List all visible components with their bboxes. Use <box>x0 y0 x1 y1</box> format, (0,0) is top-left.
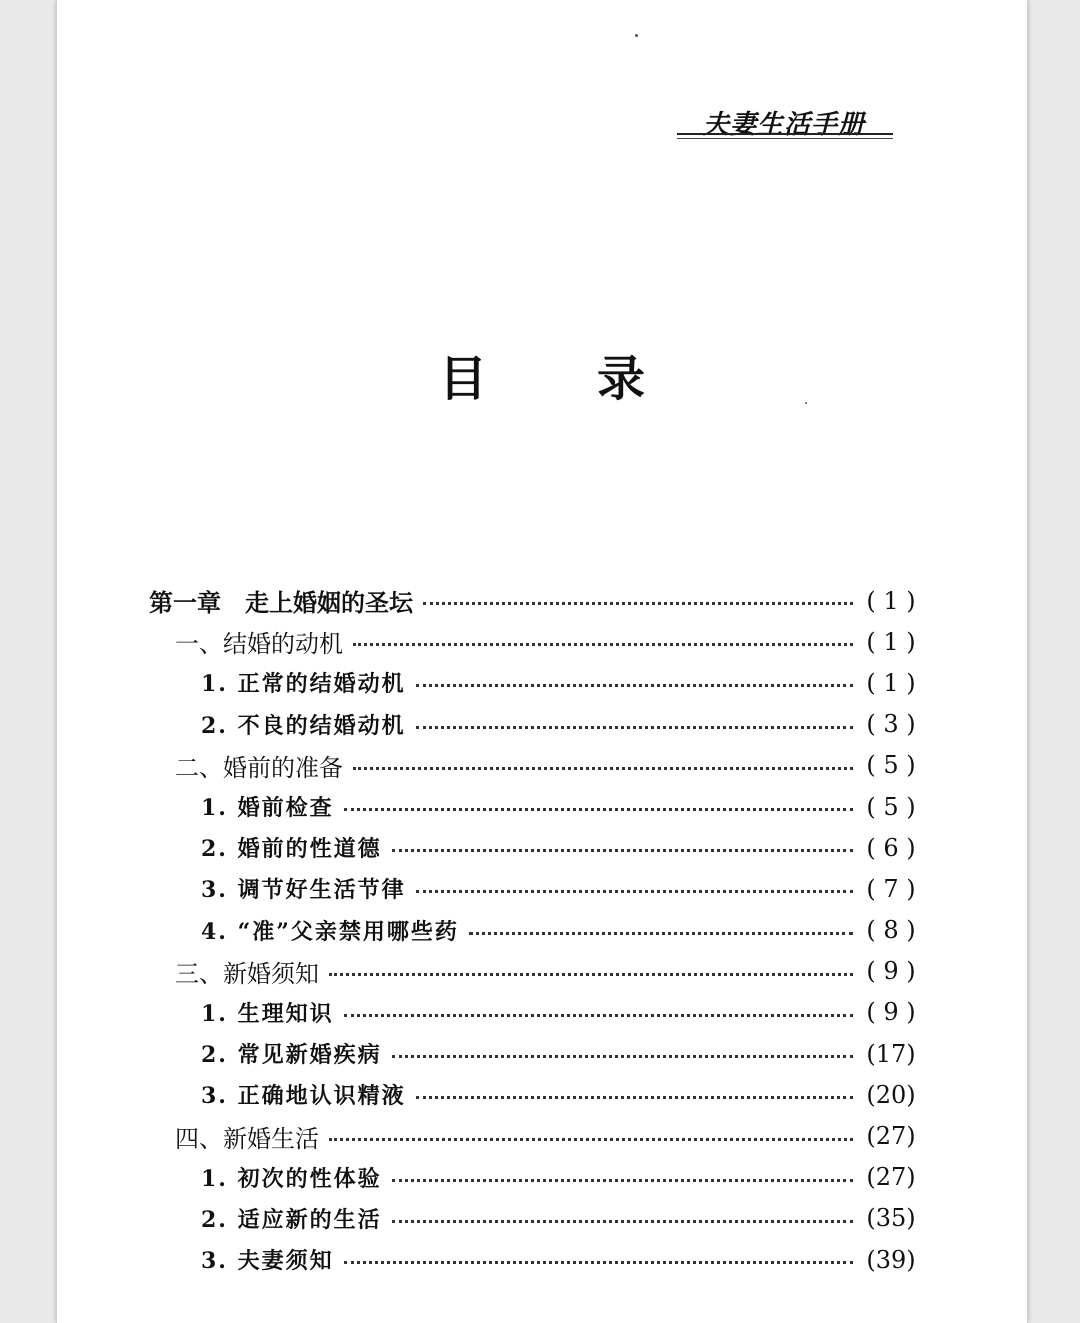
toc-dot-leader <box>344 808 853 811</box>
toc-page-number: ( 8 ) <box>866 916 916 945</box>
toc-entry-label: 一、结婚的动机 <box>175 630 343 659</box>
toc-subsection-entry[interactable] <box>149 910 919 951</box>
toc-dot-leader <box>392 849 853 852</box>
toc-page-number: ( 6 ) <box>866 833 916 862</box>
toc-page-number: (20) <box>866 1080 916 1109</box>
toc-dot-leader <box>416 726 853 729</box>
toc-dot-leader <box>353 643 853 646</box>
toc-section-entry[interactable] <box>149 1115 919 1156</box>
toc-entry-label: 2. 不良的结婚动机 <box>201 712 406 739</box>
toc-dot-leader <box>416 890 853 893</box>
toc-subsection-entry[interactable] <box>149 786 919 827</box>
toc-entry-label: 四、新婚生活 <box>175 1124 319 1153</box>
toc-page-number: ( 1 ) <box>866 627 916 656</box>
toc-page-number: (27) <box>866 1163 916 1192</box>
toc-entry-label: 第一章 走上婚姻的圣坛 <box>149 588 413 618</box>
toc-subsection-entry[interactable] <box>149 1239 919 1280</box>
toc-dot-leader <box>392 1220 853 1223</box>
toc-dot-leader <box>344 1261 853 1264</box>
running-header-title: 夫妻生活手册 <box>703 110 866 140</box>
toc-page-number: ( 5 ) <box>866 751 916 780</box>
toc-section-entry[interactable] <box>149 621 919 662</box>
toc-dot-leader <box>344 1014 853 1017</box>
toc-entry-label: 3. 正确地认识精液 <box>201 1083 406 1110</box>
toc-page-number: (27) <box>866 1122 916 1151</box>
toc-dot-leader <box>353 767 853 770</box>
toc-page-number: ( 9 ) <box>866 998 916 1027</box>
toc-subsection-entry[interactable] <box>149 1074 919 1115</box>
toc-dot-leader <box>469 932 853 935</box>
toc-entry-label: 1. 生理知识 <box>201 1000 334 1027</box>
toc-page-number: ( 5 ) <box>866 792 916 821</box>
toc-dot-leader <box>329 1138 853 1141</box>
table-of-contents <box>149 580 919 1280</box>
toc-subsection-entry[interactable] <box>149 868 919 909</box>
toc-dot-leader <box>416 684 853 687</box>
toc-chapter-entry[interactable] <box>149 580 919 621</box>
toc-subsection-entry[interactable] <box>149 662 919 703</box>
toc-entry-label: 1. 婚前检查 <box>201 795 334 822</box>
toc-dot-leader <box>416 1096 853 1099</box>
toc-section-entry[interactable] <box>149 951 919 992</box>
header-rule <box>677 133 893 135</box>
toc-entry-label: 3. 夫妻须知 <box>201 1248 334 1275</box>
toc-dot-leader <box>423 602 853 605</box>
toc-heading-char-2: 录 <box>597 351 646 407</box>
toc-page-number: ( 9 ) <box>866 957 916 986</box>
toc-entry-label: 2. 适应新的生活 <box>201 1206 382 1233</box>
toc-subsection-entry[interactable] <box>149 1157 919 1198</box>
toc-subsection-entry[interactable] <box>149 827 919 868</box>
toc-page-number: ( 3 ) <box>866 710 916 739</box>
toc-dot-leader <box>392 1179 853 1182</box>
toc-page-number: (35) <box>866 1204 916 1233</box>
toc-page-number: ( 7 ) <box>866 874 916 903</box>
toc-page-number: ( 1 ) <box>866 668 916 697</box>
toc-entry-label: 3. 调节好生活节律 <box>201 877 406 904</box>
toc-dot-leader <box>392 1055 853 1058</box>
toc-subsection-entry[interactable] <box>149 992 919 1033</box>
toc-dot-leader <box>329 973 853 976</box>
toc-subsection-entry[interactable] <box>149 1033 919 1074</box>
toc-entry-label: 2. 常见新婚疾病 <box>201 1042 382 1069</box>
toc-heading-char-1: 目 <box>438 351 487 407</box>
toc-page-number: (17) <box>866 1039 916 1068</box>
toc-entry-label: 1. 初次的性体验 <box>201 1165 382 1192</box>
toc-page-number: ( 1 ) <box>866 586 916 615</box>
header-rule-thin <box>677 138 893 139</box>
document-page <box>56 0 1028 1323</box>
toc-subsection-entry[interactable] <box>149 704 919 745</box>
toc-entry-label: 1. 正常的结婚动机 <box>201 671 406 698</box>
toc-entry-label: 二、婚前的准备 <box>175 753 343 782</box>
toc-page-number: (39) <box>866 1245 916 1274</box>
scan-speck <box>635 34 638 37</box>
toc-entry-label: 2. 婚前的性道德 <box>201 836 382 863</box>
toc-section-entry[interactable] <box>149 745 919 786</box>
toc-heading <box>57 340 1027 409</box>
toc-subsection-entry[interactable] <box>149 1198 919 1239</box>
toc-entry-label: 三、新婚须知 <box>175 959 319 988</box>
toc-entry-label: 4. “准”父亲禁用哪些药 <box>201 918 459 945</box>
